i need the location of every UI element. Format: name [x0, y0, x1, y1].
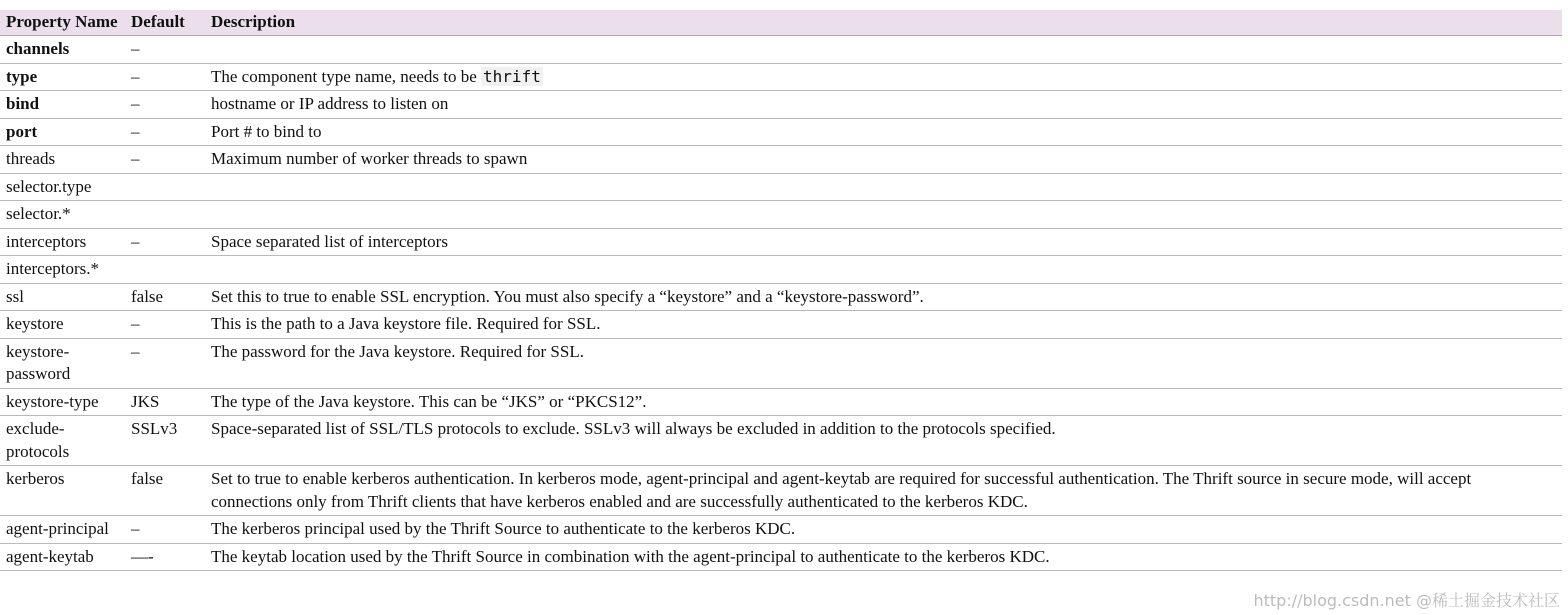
- description-text: Set to true to enable kerberos authentication. In kerberos mode, agent-principal and agent-keytab are required for successful authentication. The Thrift source in secure mode, will accept connections only from Thrift clients that have kerberos enabled and are successfully authenticated to the kerberos KDC.: [211, 469, 1472, 511]
- table-row: [0, 416, 1562, 466]
- header-description: Description: [205, 10, 1562, 36]
- description-text: The password for the Java keystore. Required for SSL.: [211, 341, 584, 361]
- table-row: [0, 201, 1562, 229]
- description-cell: [205, 228, 1562, 256]
- default-value-cell: –: [125, 91, 205, 119]
- property-table: [0, 10, 1562, 571]
- table-row: [0, 63, 1562, 91]
- inline-code: thrift: [483, 66, 541, 86]
- description-cell: [205, 36, 1562, 64]
- description-cell: [205, 63, 1562, 91]
- property-name-cell: keystore-type: [0, 388, 125, 416]
- table-row: [0, 146, 1562, 174]
- header-property-name: Property Name: [0, 10, 125, 36]
- description-text: The kerberos principal used by the Thrift Source to authenticate to the kerberos KDC.: [211, 519, 796, 538]
- table-body: [0, 36, 1562, 571]
- table-row: [0, 466, 1562, 516]
- description-cell: [205, 91, 1562, 119]
- table-row: [0, 516, 1562, 544]
- description-cell: [205, 256, 1562, 284]
- property-name-cell: type: [0, 63, 125, 91]
- property-name-cell: agent-principal: [0, 516, 125, 544]
- default-value-cell: [125, 173, 205, 201]
- default-value-cell: –: [125, 63, 205, 91]
- property-name-cell: ssl: [0, 283, 125, 311]
- table-row: [0, 173, 1562, 201]
- description-text: The component type name, needs to be: [211, 66, 482, 86]
- property-name-cell: kerberos: [0, 466, 125, 516]
- default-value-cell: –: [125, 146, 205, 174]
- property-name-cell: port: [0, 118, 125, 146]
- property-name-cell: selector.*: [0, 201, 125, 229]
- description-cell: [205, 283, 1562, 311]
- description-text: This is the path to a Java keystore file. Required for SSL.: [211, 314, 601, 333]
- table-row: [0, 36, 1562, 64]
- default-value-cell: –: [125, 516, 205, 544]
- default-value-cell: SSLv3: [125, 416, 205, 466]
- default-value-cell: –: [125, 338, 205, 388]
- description-text: Space-separated list of SSL/TLS protocols to exclude. SSLv3 will always be excluded in addition to the protocols specified.: [211, 419, 1056, 438]
- property-name-cell: interceptors: [0, 228, 125, 256]
- default-value-cell: [125, 201, 205, 229]
- property-name-cell: keystore: [0, 311, 125, 339]
- default-value-cell: [125, 256, 205, 284]
- default-value-cell: –: [125, 228, 205, 256]
- property-name-cell: exclude-protocols: [0, 416, 125, 466]
- description-cell: [205, 146, 1562, 174]
- description-cell: [205, 118, 1562, 146]
- table-row: [0, 338, 1562, 388]
- default-value-cell: JKS: [125, 388, 205, 416]
- property-name-cell: interceptors.*: [0, 256, 125, 284]
- header-default: Default: [125, 10, 205, 36]
- default-value-cell: false: [125, 466, 205, 516]
- property-name-cell: threads: [0, 146, 125, 174]
- watermark: http://blog.csdn.net @稀土掘金技术社区: [1253, 591, 1560, 610]
- description-cell: [205, 311, 1562, 339]
- default-value-cell: –: [125, 36, 205, 64]
- default-value-cell: false: [125, 283, 205, 311]
- table-row: [0, 311, 1562, 339]
- description-text: Space separated list of interceptors: [211, 231, 448, 251]
- description-cell: [205, 543, 1562, 571]
- property-name-cell: bind: [0, 91, 125, 119]
- description-cell: [205, 201, 1562, 229]
- table-row: [0, 388, 1562, 416]
- table-row: [0, 91, 1562, 119]
- table-row: [0, 283, 1562, 311]
- description-text: The type of the Java keystore. This can be “JKS” or “PKCS12”.: [211, 391, 647, 411]
- table-row: [0, 118, 1562, 146]
- default-value-cell: —-: [125, 543, 205, 571]
- table-row: [0, 543, 1562, 571]
- description-text: Set this to true to enable SSL encryption. You must also specify a “keystore” and a “keystore-password”.: [211, 286, 924, 306]
- description-text: The keytab location used by the Thrift Source in combination with the agent-principal to authenticate to the kerberos KDC.: [211, 546, 1050, 566]
- description-text: hostname or IP address to listen on: [211, 94, 449, 113]
- property-name-cell: keystore-password: [0, 338, 125, 388]
- description-cell: [205, 173, 1562, 201]
- default-value-cell: –: [125, 311, 205, 339]
- description-cell: [205, 466, 1562, 516]
- description-cell: [205, 516, 1562, 544]
- property-table-container: [0, 10, 1562, 571]
- property-name-cell: selector.type: [0, 173, 125, 201]
- description-cell: [205, 338, 1562, 388]
- table-row: [0, 256, 1562, 284]
- description-cell: [205, 416, 1562, 466]
- table-row: [0, 228, 1562, 256]
- default-value-cell: –: [125, 118, 205, 146]
- table-header-row: [0, 10, 1562, 36]
- description-text: Port # to bind to: [211, 121, 322, 141]
- description-cell: [205, 388, 1562, 416]
- property-name-cell: channels: [0, 36, 125, 64]
- property-name-cell: agent-keytab: [0, 543, 125, 571]
- description-text: Maximum number of worker threads to spawn: [211, 149, 528, 168]
